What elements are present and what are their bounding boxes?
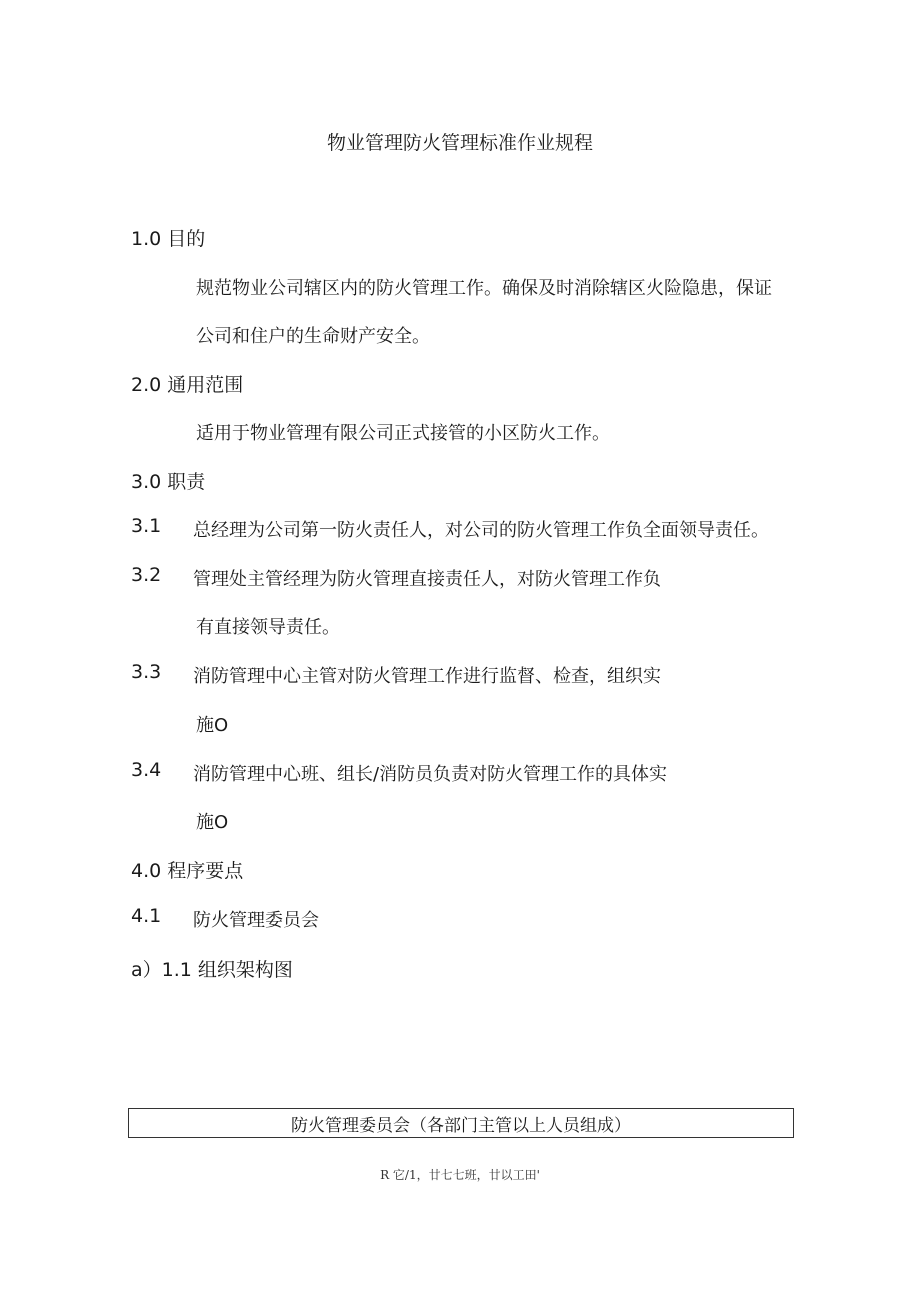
item-3-3-text: 消防管理中心主管对防火管理工作进行监督、检查，组织实: [193, 666, 661, 687]
section-2-heading: 2.0 通用范围: [131, 374, 244, 396]
document-title: 物业管理防火管理标准作业规程: [326, 132, 593, 154]
item-3-4-text: 消防管理中心班、组长/消防员负责对防火管理工作的具体实: [193, 764, 668, 785]
item-3-1-number: 3.1: [131, 515, 162, 537]
section-2-text: 适用于物业管理有限公司正式接管的小区防火工作。: [196, 423, 610, 444]
item-3-3-continuation: 施O: [196, 715, 229, 736]
sub-item-org-chart: a）1.1 组织架构图: [131, 959, 293, 981]
org-chart-box-label: 防火管理委员会（各部门主管以上人员组成）: [291, 1115, 631, 1136]
item-4-1-number: 4.1: [131, 905, 162, 927]
item-3-4-number: 3.4: [131, 759, 162, 781]
item-4-1-text: 防火管理委员会: [193, 910, 319, 931]
section-1-text-line2: 公司和住户的生命财产安全。: [196, 326, 430, 347]
item-3-3-number: 3.3: [131, 661, 162, 683]
item-3-4-continuation: 施O: [196, 812, 229, 833]
section-1-heading: 1.0 目的: [131, 228, 206, 250]
section-3-heading: 3.0 职责: [131, 471, 206, 493]
item-3-2-number: 3.2: [131, 564, 162, 586]
item-3-1-text: 总经理为公司第一防火责任人，对公司的防火管理工作负全面领导责任。: [193, 520, 769, 541]
org-chart-box: [128, 1108, 794, 1138]
item-3-2-text: 管理处主管经理为防火管理直接责任人，对防火管理工作负: [193, 569, 661, 590]
item-3-2-continuation: 有直接领导责任。: [196, 617, 340, 638]
section-1-text-line1: 规范物业公司辖区内的防火管理工作。确保及时消除辖区火险隐患，保证: [196, 278, 772, 299]
section-4-heading: 4.0 程序要点: [131, 860, 244, 882]
footer-caption: R 它/1，廿七七班，廿以工田': [380, 1168, 540, 1182]
